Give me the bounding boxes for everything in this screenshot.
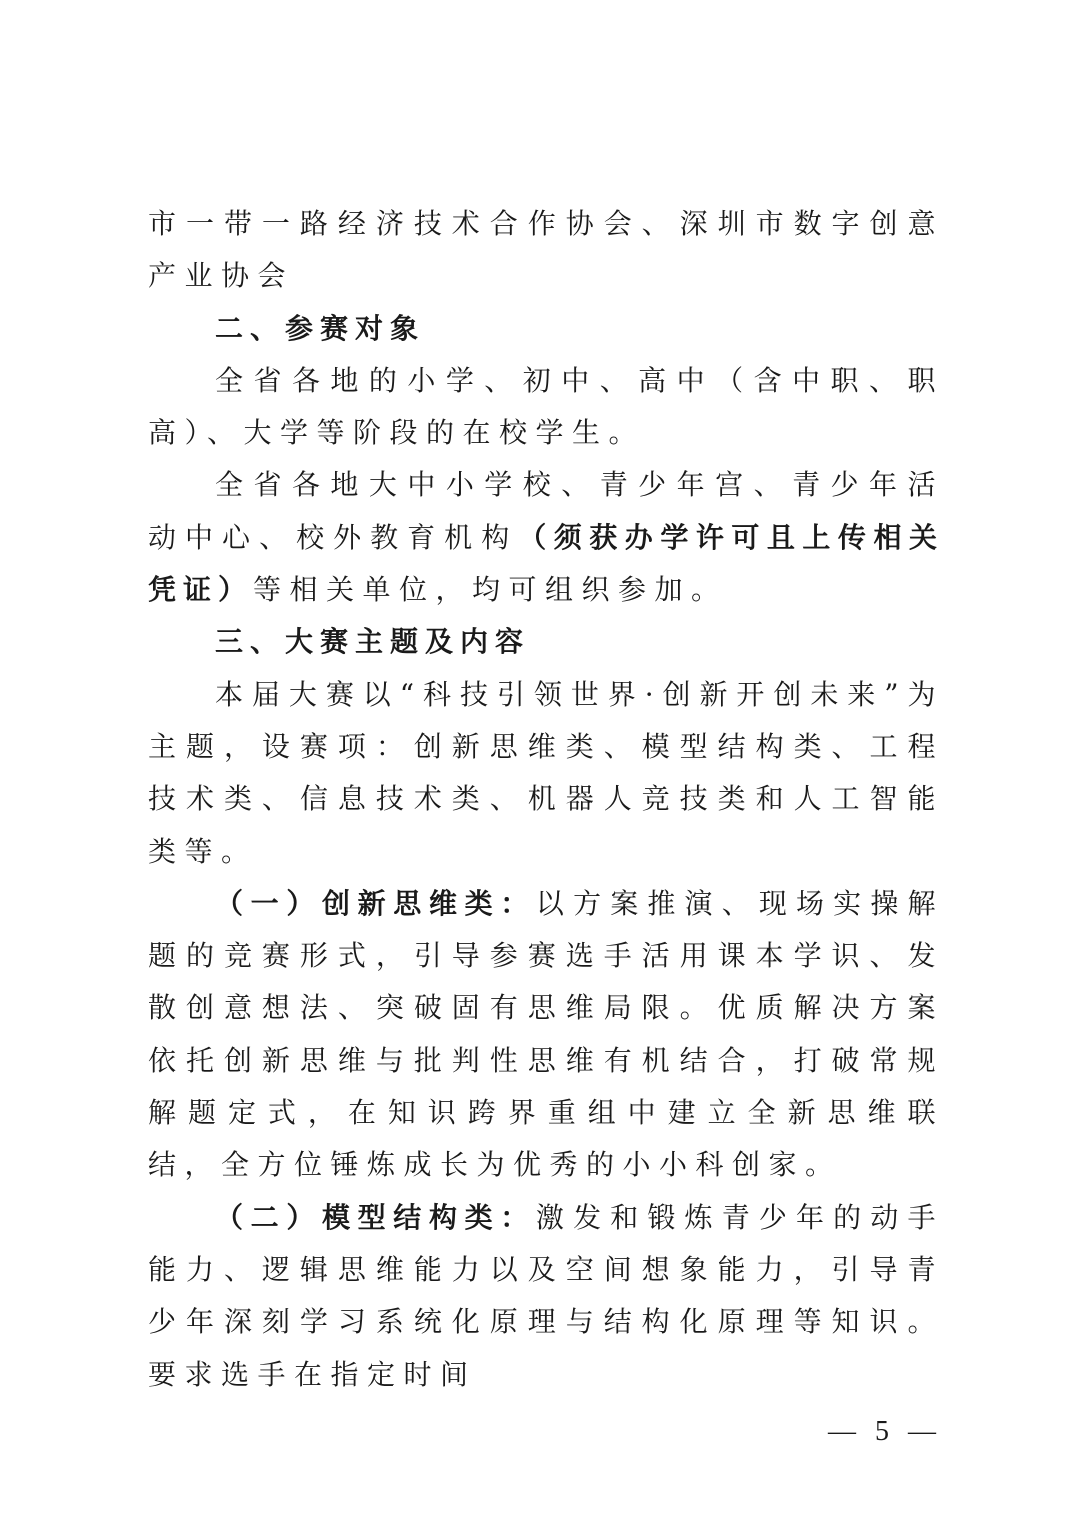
page-number: — 5 — <box>828 1416 942 1447</box>
paragraph-eligible-students: 全省各地的小学、初中、高中（含中职、职高）、大学等阶段的在校学生。 <box>148 363 944 450</box>
paragraph-text: 全省各地大中小学校、青少年宫、青少年活动中心、校外教育机构 <box>148 468 944 554</box>
section-heading-participants: 二、参赛对象 <box>215 311 426 345</box>
document-body <box>148 198 944 1401</box>
paragraph-model-structure <box>148 1192 944 1401</box>
continued-paragraph: 市一带一路经济技术合作协会、深圳市数字创意产业协会 <box>148 207 944 293</box>
paragraph-eligible-organizations <box>148 459 944 616</box>
paragraph-text: 激发和锻炼青少年的动手能力、逻辑思维能力以及空间想象能力，引导青少年深刻学习系统化原理与结构化原理等知识。要求选手在指定时间 <box>148 1200 944 1391</box>
paragraph-text: 等相关单位，均可组织参加。 <box>253 573 728 607</box>
section-heading-theme: 三、大赛主题及内容 <box>215 625 531 659</box>
item-label-model-structure: （二）模型结构类： <box>215 1200 536 1234</box>
bold-requirement-note: （须获办学许可且上传相关凭证） <box>148 520 944 607</box>
paragraph-theme-intro: 本届大赛以“科技引领世界·创新开创未来”为主题，设赛项：创新思维类、模型结构类、工程技术类、信息技术类、机器人竞技类和人工智能类等。 <box>148 677 944 868</box>
item-label-innovative-thinking: （一）创新思维类： <box>215 886 536 920</box>
paragraph-innovative-thinking <box>148 878 944 1192</box>
paragraph-text: 以方案推演、现场实操解题的竞赛形式，引导参赛选手活用课本学识、发散创意想法、突破固有思维局限。优质解决方案依托创新思维与批判性思维有机结合，打破常规解题定式，在知识跨界重组中建立全新思维联结，全方位锤炼成长为优秀的小小科创家。 <box>148 886 944 1182</box>
